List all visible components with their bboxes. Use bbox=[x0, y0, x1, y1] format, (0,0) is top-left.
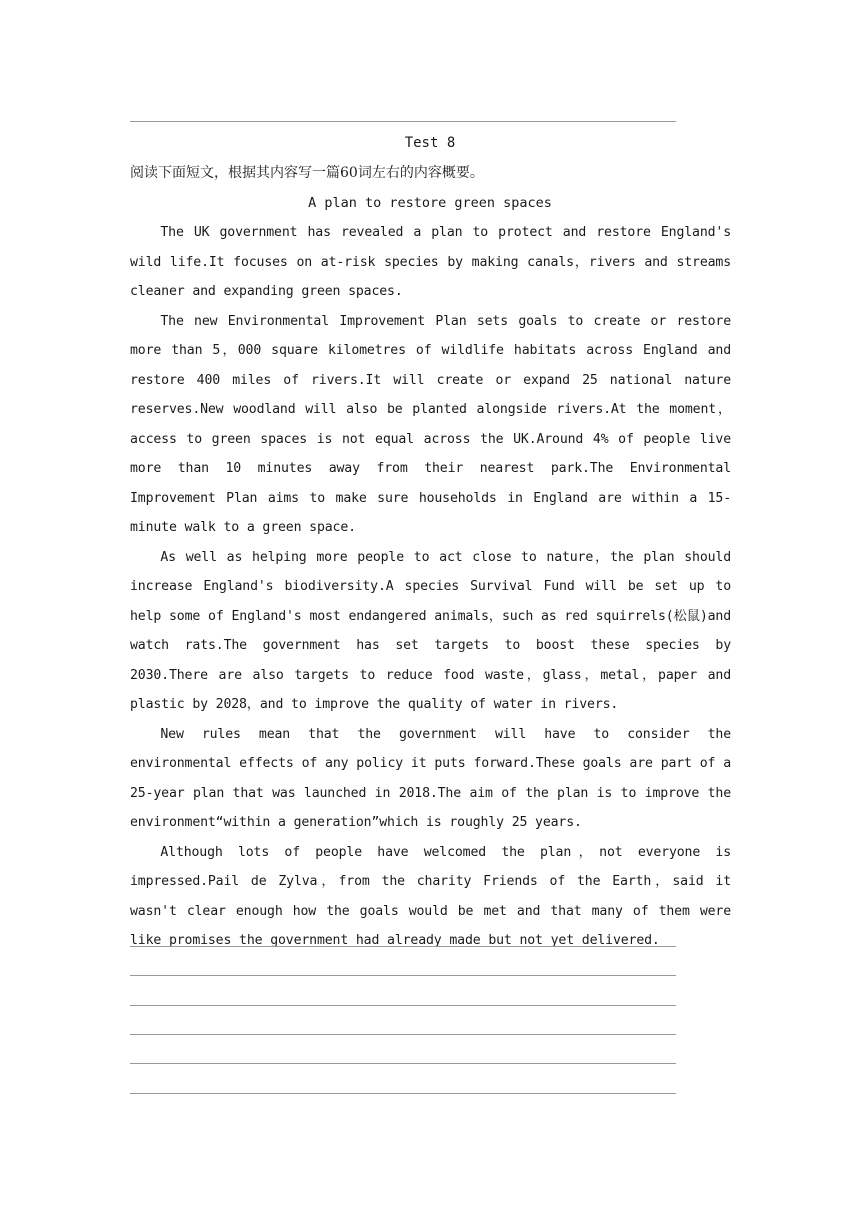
paragraph-2: The new Environmental Improvement Plan sets goals to create or restore more than 5，000 square kilometres of wildlife habitats across England and restore 400 miles of rivers.It will create or expand 25 national nature reserves.New woodland will also be planted alongside rivers.At the moment，access to green spaces is not equal across the UK.Around 4% of people live more than 10 minutes away from their nearest park.The Environmental Improvement Plan aims to make sure households in England are within a 15-minute walk to a green space. bbox=[130, 313, 731, 535]
answer-line[interactable] bbox=[130, 946, 676, 947]
article-heading: A plan to restore green spaces bbox=[308, 195, 552, 211]
answer-line[interactable] bbox=[130, 1093, 676, 1094]
paragraph-4: New rules mean that the government will have to consider the environmental effects of any policy it puts forward.These goals are part of a 25-year plan that was launched in 2018.The aim of the plan is to improve the environment“within a generation”which is roughly 25 years. bbox=[130, 726, 731, 830]
answer-line[interactable] bbox=[130, 1063, 676, 1064]
answer-line[interactable] bbox=[130, 1005, 676, 1006]
instruction-text: 阅读下面短文，根据其内容写一篇60词左右的内容概要。 bbox=[130, 165, 484, 181]
paragraph-5: Although lots of people have welcomed the plan，not everyone is impressed.Pail de Zylva，from the charity Friends of the Earth，said it wasn't clear enough how the goals would be met and that many of them were like promises the government had already made but not yet delivered. bbox=[130, 844, 731, 948]
test-title: Test 8 bbox=[404, 135, 456, 151]
paragraph-1: The UK government has revealed a plan to protect and restore England's wild life.It focuses on at-risk species by making canals，rivers and streams cleaner and expanding green spaces. bbox=[130, 225, 731, 299]
answer-line[interactable] bbox=[130, 975, 676, 976]
article-body bbox=[130, 218, 731, 956]
answer-line[interactable] bbox=[130, 1034, 676, 1035]
paragraph-3: As well as helping more people to act close to nature，the plan should increase England's biodiversity.A species Survival Fund will be set up to help some of England's most endangered animals，such as red squirrels(松鼠)and watch rats.The government has set targets to boost these species by 2030.There are also targets to reduce food waste，glass，metal，paper and plastic by 2028，and to improve the quality of water in rivers. bbox=[130, 549, 731, 712]
top-rule bbox=[130, 121, 676, 122]
